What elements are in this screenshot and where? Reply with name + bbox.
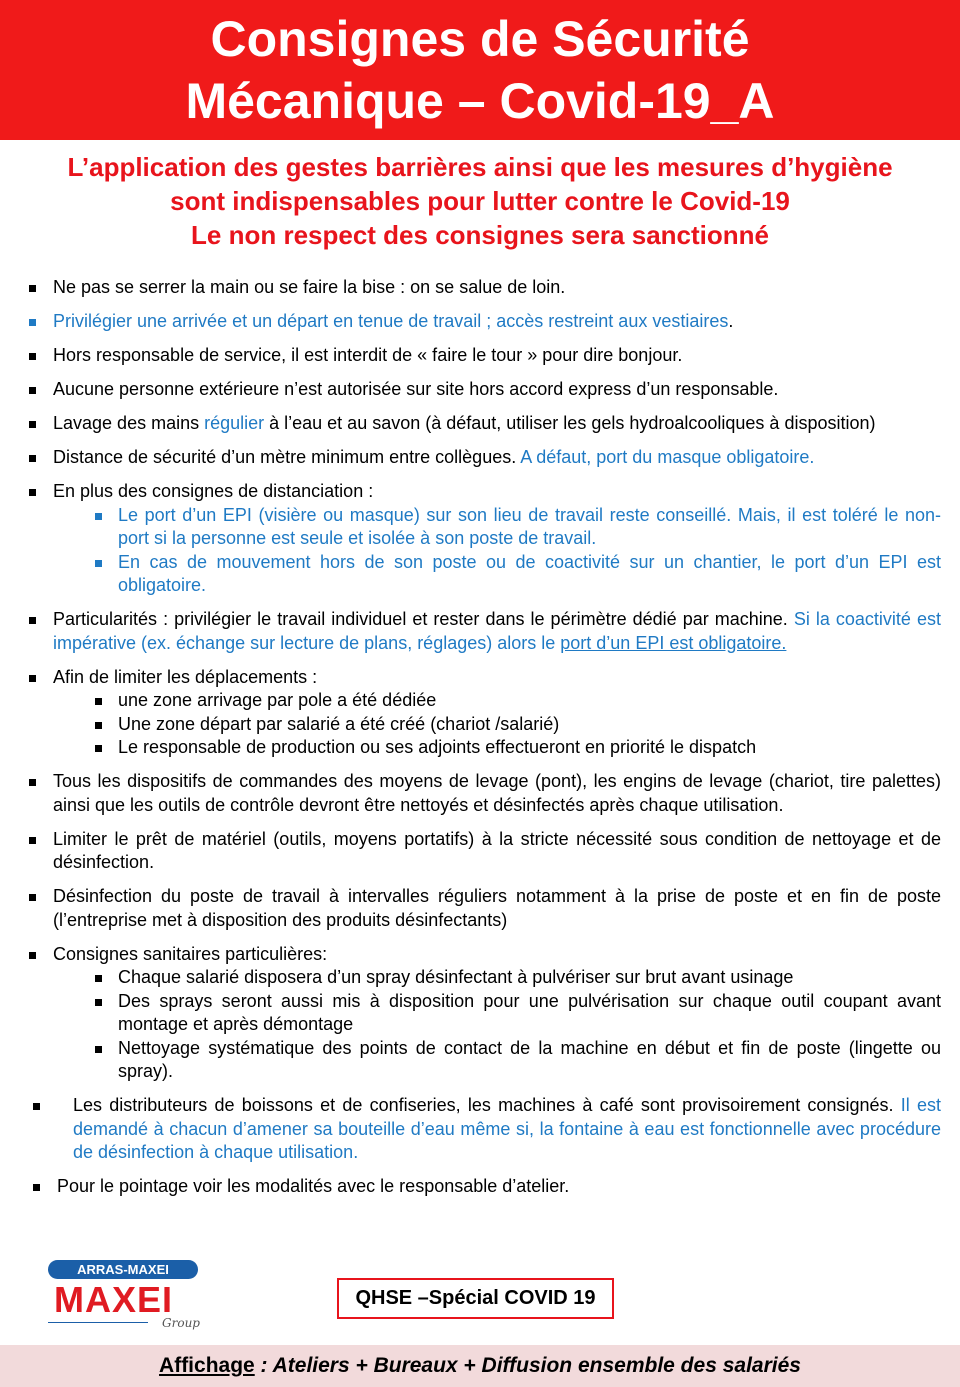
list-item: Pour le pointage voir les modalités avec le responsable d’atelier.: [0, 1175, 960, 1199]
company-logo: [46, 1260, 200, 1332]
intro-line-1: L’application des gestes barrières ainsi que les mesures d’hygiène: [67, 152, 893, 182]
sub-list-item: Des sprays seront aussi mis à disposition pour une pulvérisation sur chaque outil coupant avant montage et après démontage: [53, 990, 941, 1037]
sub-list-item: Nettoyage systématique des points de contact de la machine en début et fin de poste (lingette ou spray).: [53, 1037, 941, 1084]
sub-list-item: Le responsable de production ou ses adjoints effectueront en priorité le dispatch: [53, 736, 941, 760]
bullet-icon: [29, 387, 36, 394]
bullet-icon: [29, 455, 36, 462]
bullet-icon: [95, 722, 102, 729]
bullet-icon: [33, 1184, 40, 1191]
intro-line-3: Le non respect des consignes sera sanctionné: [191, 220, 769, 250]
sub-list-item: Le port d’un EPI (visière ou masque) sur son lieu de travail reste conseillé. Mais, il est toléré le non-port si la personne est seule et isolée à son poste de travail.: [53, 504, 941, 551]
bullet-icon: [33, 1103, 40, 1110]
list-item: Distance de sécurité d’un mètre minimum entre collègues. A défaut, port du masque obligatoire.: [0, 446, 960, 470]
title-banner: [0, 0, 960, 140]
bullet-icon: [95, 560, 102, 567]
sub-list-item: Une zone départ par salarié a été créé (chariot /salarié): [53, 713, 941, 737]
intro-warning: [0, 150, 960, 252]
bullet-icon: [29, 285, 36, 292]
list-item: Privilégier une arrivée et un départ en tenue de travail ; accès restreint aux vestiaires.: [0, 310, 960, 334]
list-item: Tous les dispositifs de commandes des moyens de levage (pont), les engins de levage (chariot, tire palettes) ainsi que les outils de contrôle devront être nettoyés et désinfectés après chaque utilisation.: [0, 770, 960, 817]
list-item: Aucune personne extérieure n’est autorisée sur site hors accord express d’un responsable.: [0, 378, 960, 402]
logo-brand: MAXEI: [54, 1279, 174, 1320]
list-item: En plus des consignes de distanciation : Le port d’un EPI (visière ou masque) sur son lieu de travail reste conseillé. Mais, il est toléré le non-port si la personne est seule et isolée à son poste de travail. En cas de mouvement hors de son poste ou de coactivité sur un chantier, le port d’un EPI est obligatoire.: [0, 480, 960, 598]
instructions-list: [0, 276, 960, 1209]
list-item: Lavage des mains régulier à l’eau et au savon (à défaut, utiliser les gels hydroalcooliques à disposition): [0, 412, 960, 436]
bullet-icon: [29, 779, 36, 786]
bullet-icon: [29, 421, 36, 428]
list-item: Hors responsable de service, il est interdit de « faire le tour » pour dire bonjour.: [0, 344, 960, 368]
bullet-icon: [29, 952, 36, 959]
qhse-badge: QHSE –Spécial COVID 19: [337, 1278, 614, 1319]
bullet-icon: [29, 894, 36, 901]
sub-list-item: Chaque salarié disposera d’un spray désinfectant à pulvériser sur brut avant usinage: [53, 966, 941, 990]
footer-bar: [0, 1345, 960, 1387]
logo-underline: [48, 1322, 148, 1323]
logo-group: Group: [162, 1316, 200, 1330]
footer-text: : Ateliers + Bureaux + Diffusion ensemble des salariés: [254, 1354, 801, 1377]
sub-list-item: En cas de mouvement hors de son poste ou de coactivité sur un chantier, le port d’un EPI est obligatoire.: [53, 551, 941, 598]
list-item: Consignes sanitaires particulières: Chaque salarié disposera d’un spray désinfectant à pulvériser sur brut avant usinage Des sprays seront aussi mis à disposition pour une pulvérisation sur chaque outil coupant avant montage et après démontage Nettoyage systématique des points de contact de la machine en début et fin de poste (lingette ou spray).: [0, 943, 960, 1084]
bullet-icon: [29, 837, 36, 844]
bullet-icon: [29, 489, 36, 496]
list-item: Désinfection du poste de travail à intervalles réguliers notamment à la prise de poste et en fin de poste (l’entreprise met à disposition des produits désinfectants): [0, 885, 960, 932]
bullet-icon: [29, 617, 36, 624]
bullet-icon: [95, 1046, 102, 1053]
title-line-2: Mécanique – Covid-19_A: [185, 73, 775, 129]
list-item: Limiter le prêt de matériel (outils, moyens portatifs) à la stricte nécessité sous condition de nettoyage et de désinfection.: [0, 828, 960, 875]
bullet-icon: [29, 353, 36, 360]
list-item: Les distributeurs de boissons et de confiseries, les machines à café sont provisoirement consignés. Il est demandé à chacun d’amener sa bouteille d’eau même si, la fontaine à eau est fonctionnelle avec procédure de désinfection à chaque utilisation.: [0, 1094, 960, 1165]
bullet-icon: [29, 319, 36, 326]
bullet-icon: [95, 975, 102, 982]
list-item: Particularités : privilégier le travail individuel et rester dans le périmètre dédié par machine. Si la coactivité est impérative (ex. échange sur lecture de plans, réglages) alors le port d’un EPI est obligatoire.: [0, 608, 960, 655]
list-item: Afin de limiter les déplacements : une zone arrivage par pole a été dédiée Une zone départ par salarié a été créé (chariot /salarié) Le responsable de production ou ses adjoints effectueront en priorité le dispatch: [0, 666, 960, 760]
intro-line-2: sont indispensables pour lutter contre le Covid-19: [170, 186, 790, 216]
bullet-icon: [95, 999, 102, 1006]
footer-label: Affichage: [159, 1354, 255, 1377]
title-line-1: Consignes de Sécurité: [210, 11, 750, 67]
list-item: Ne pas se serrer la main ou se faire la bise : on se salue de loin.: [0, 276, 960, 300]
logo-pill: ARRAS-MAXEI: [48, 1260, 198, 1279]
bullet-icon: [95, 745, 102, 752]
bullet-icon: [95, 513, 102, 520]
bullet-icon: [29, 675, 36, 682]
sub-list-item: une zone arrivage par pole a été dédiée: [53, 689, 941, 713]
bullet-icon: [95, 698, 102, 705]
